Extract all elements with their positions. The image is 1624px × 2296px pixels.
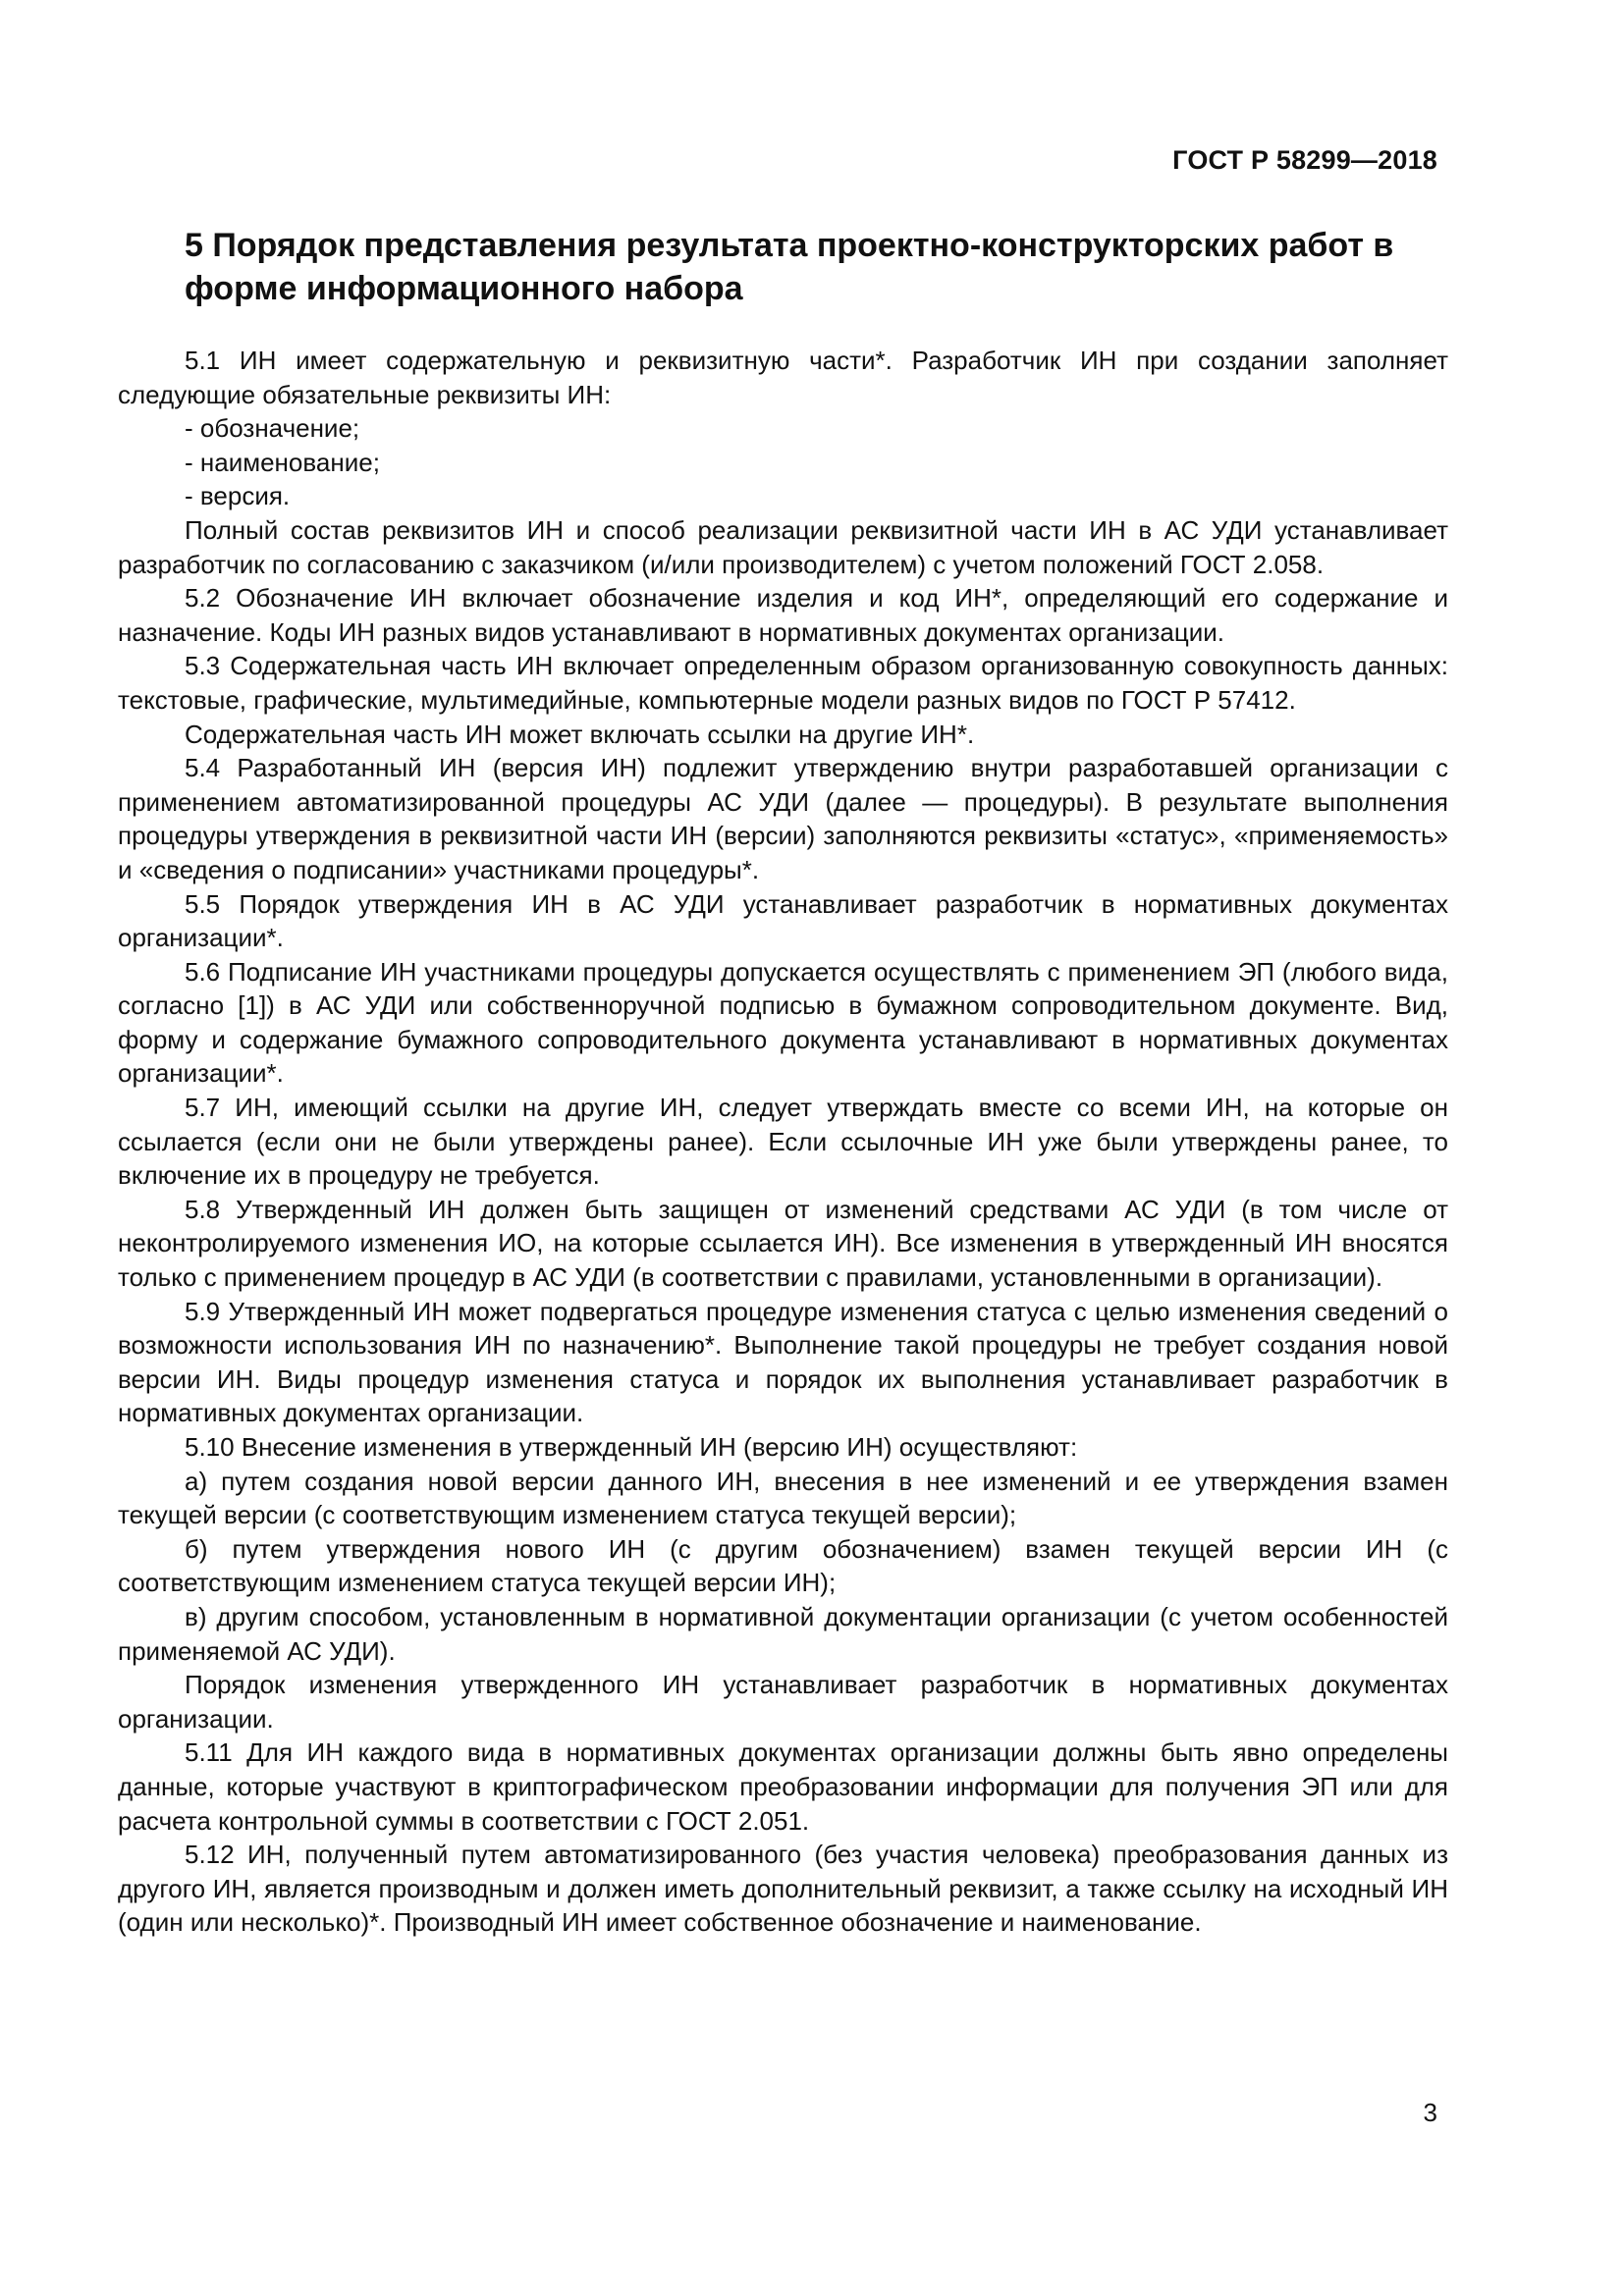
list-item-version: - версия. xyxy=(185,481,291,511)
paragraph-5-10-order: Порядок изменения утвержденного ИН устанавливает разработчик в нормативных документах организации. xyxy=(118,1670,1448,1734)
page-number: 3 xyxy=(1423,2098,1437,2127)
paragraph-5-8: 5.8 Утвержденный ИН должен быть защищен от изменений средствами АС УДИ (в том числе от неконтролируемого изменения ИО, на которые ссылается ИН). Все изменения в утвержденный ИН вносятся только с применением процедур в АС УДИ (в соответствии с правилами, установленными в организации). xyxy=(118,1194,1448,1293)
paragraph-5-5: 5.5 Порядок утверждения ИН в АС УДИ устанавливает разработчик в нормативных документах организации*. xyxy=(118,888,1448,953)
paragraph-5-4: 5.4 Разработанный ИН (версия ИН) подлежит утверждению внутри разработавшей организации с применением автоматизированной процедуры АС УДИ (далее — процедуры). В результате выполнения процедуры утверждения в реквизитной части ИН (версии) заполняются реквизиты «статус», «применяемость» и «сведения о подписании» участниками процедуры*. xyxy=(118,753,1448,884)
paragraph-5-1: 5.1 ИН имеет содержательную и реквизитную части*. Разработчик ИН при создании заполняет следующие обязательные реквизиты ИН: xyxy=(118,346,1448,409)
paragraph-5-3-links: Содержательная часть ИН может включать ссылки на другие ИН*. xyxy=(185,719,975,749)
document-code: ГОСТ Р 58299—2018 xyxy=(1172,145,1437,175)
paragraph-5-10-c: в) другим способом, установленным в нормативной документации организации (с учетом особенностей применяемой АС УДИ). xyxy=(118,1601,1448,1666)
paragraph-5-2: 5.2 Обозначение ИН включает обозначение изделия и код ИН*, определяющий его содержание и назначение. Коды ИН разных видов устанавливают в нормативных документах организации. xyxy=(118,583,1448,647)
paragraph-5-10-a: а) путем создания новой версии данного ИН, внесения в нее изменений и ее утверждения взамен текущей версии (с соответствующим изменением статуса текущей версии); xyxy=(118,1466,1448,1530)
paragraph-5-1-details: Полный состав реквизитов ИН и способ реализации реквизитной части ИН в АС УДИ устанавливает разработчик по согласованию с заказчиком (и/или производителем) с учетом положений ГОСТ 2.058. xyxy=(118,514,1448,579)
section-heading: 5 Порядок представления результата проектно-конструкторских работ в форме информационного набора xyxy=(185,227,1394,307)
paragraph-5-3: 5.3 Содержательная часть ИН включает определенным образом организованную совокупность данных: текстовые, графические, мультимедийные, компьютерные модели разных видов по ГОСТ Р 57412. xyxy=(118,651,1448,715)
paragraph-5-7: 5.7 ИН, имеющий ссылки на другие ИН, следует утверждать вместе со всеми ИН, на которые он ссылается (если они не были утверждены ранее). Если ссылочные ИН уже были утверждены ранее, то включение их в процедуру не требуется. xyxy=(118,1093,1448,1191)
list-item-designation: - обозначение; xyxy=(185,413,360,444)
paragraph-5-6: 5.6 Подписание ИН участниками процедуры допускается осуществлять с применением ЭП (любого вида, согласно [1]) в АС УДИ или собственноручной подписью в бумажном сопроводительном документе. Вид, форму и содержание бумажного сопроводительного документа устанавливают в нормативных документах организации*. xyxy=(118,956,1448,1089)
paragraph-5-11: 5.11 Для ИН каждого вида в нормативных документах организации должны быть явно определены данные, которые участвуют в криптографическом преобразовании информации для получения ЭП или для расчета контрольной суммы в соответствии с ГОСТ 2.051. xyxy=(118,1737,1448,1836)
paragraph-5-12: 5.12 ИН, полученный путем автоматизированного (без участия человека) преобразования данных из другого ИН, является производным и должен иметь дополнительный реквизит, а также ссылку на исходный ИН (один или несколько)*. Производный ИН имеет собственное обозначение и наименование. xyxy=(118,1840,1448,1938)
list-item-name: - наименование; xyxy=(185,447,380,477)
paragraph-5-9: 5.9 Утвержденный ИН может подвергаться процедуре изменения статуса с целью изменения сведений о возможности использования ИН по назначению*. Выполнение такой процедуры не требует создания новой версии ИН. Виды процедур изменения статуса и порядок их выполнения устанавливает разработчик в нормативных документах организации. xyxy=(118,1296,1448,1428)
section-body xyxy=(118,344,1448,1940)
paragraph-5-10: 5.10 Внесение изменения в утвержденный ИН (версию ИН) осуществляют: xyxy=(185,1432,1078,1462)
paragraph-5-10-b: б) путем утверждения нового ИН (с другим обозначением) взамен текущей версии ИН (с соответствующим изменением статуса текущей версии ИН); xyxy=(118,1533,1448,1598)
